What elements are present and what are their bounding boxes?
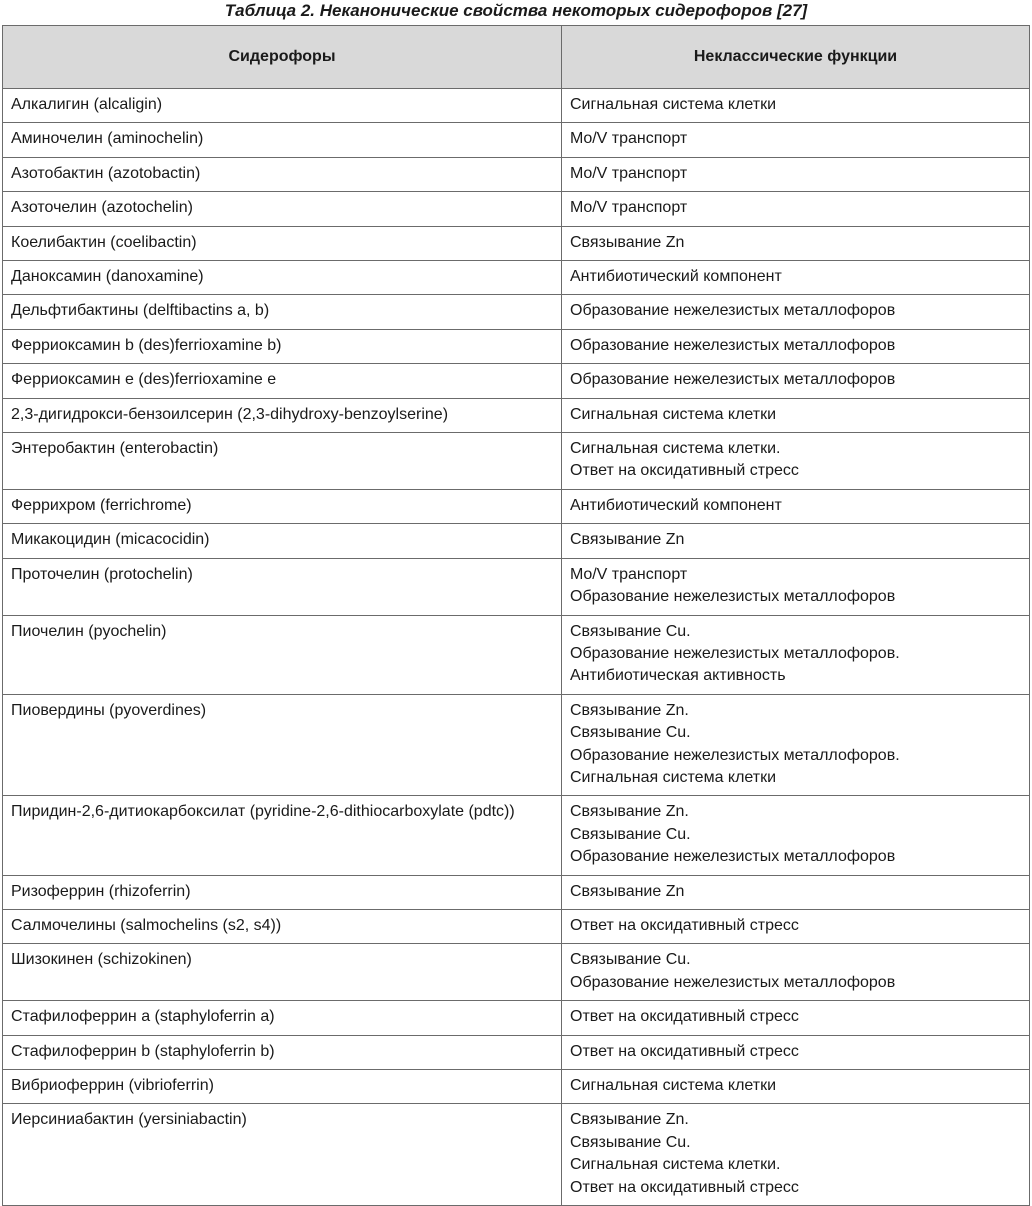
siderophore-name-cell: Пиочелин (pyochelin) — [3, 615, 562, 694]
table-row — [3, 694, 1030, 796]
function-line: Ответ на оксидативный стресс — [570, 462, 799, 480]
table-row — [3, 1104, 1030, 1206]
functions-cell — [562, 192, 1030, 226]
functions-cell — [562, 89, 1030, 123]
siderophore-table — [2, 25, 1030, 1206]
function-line: Ответ на оксидативный стресс — [570, 1042, 799, 1060]
siderophore-name-cell: Дельфтибактины (delftibactins a, b) — [3, 295, 562, 329]
table-row — [3, 558, 1030, 615]
column-header-functions: Неклассические функции — [562, 26, 1030, 89]
function-line: Mo/V транспорт — [570, 199, 688, 217]
function-line: Связывание Zn. — [570, 701, 689, 719]
functions-cell — [562, 944, 1030, 1001]
siderophore-name-cell: Проточелин (protochelin) — [3, 558, 562, 615]
functions-cell — [562, 1104, 1030, 1206]
table-row — [3, 226, 1030, 260]
function-line: Образование нежелезистых металлофоров — [570, 371, 896, 389]
table-row — [3, 261, 1030, 295]
table-row — [3, 89, 1030, 123]
functions-cell — [562, 398, 1030, 432]
siderophore-name-cell: Феррихром (ferrichrome) — [3, 489, 562, 523]
siderophore-name-cell: Энтеробактин (enterobactin) — [3, 433, 562, 490]
function-line: Образование нежелезистых металлофоров. — [570, 746, 900, 764]
siderophore-name-cell: Алкалигин (alcaligin) — [3, 89, 562, 123]
function-line: Связывание Zn — [570, 233, 685, 251]
function-line: Mo/V транспорт — [570, 164, 688, 182]
function-line: Образование нежелезистых металлофоров — [570, 848, 896, 866]
functions-cell — [562, 694, 1030, 796]
functions-cell — [562, 261, 1030, 295]
function-line: Mo/V транспорт — [570, 130, 688, 148]
siderophore-name-cell: Ризоферрин (rhizoferrin) — [3, 875, 562, 909]
function-line: Ответ на оксидативный стресс — [570, 916, 799, 934]
functions-cell — [562, 123, 1030, 157]
table-row — [3, 524, 1030, 558]
table-body — [3, 89, 1030, 1206]
functions-cell — [562, 295, 1030, 329]
table-row — [3, 615, 1030, 694]
function-line: Связывание Zn. — [570, 803, 689, 821]
functions-cell — [562, 226, 1030, 260]
function-line: Связывание Zn. — [570, 1111, 689, 1129]
function-line: Связывание Cu. — [570, 825, 691, 843]
table-row — [3, 489, 1030, 523]
functions-cell — [562, 558, 1030, 615]
table-row — [3, 192, 1030, 226]
table-row — [3, 944, 1030, 1001]
function-line: Антибиотический компонент — [570, 268, 782, 286]
siderophore-name-cell: Ферриоксамин b (des)ferrioxamine b) — [3, 329, 562, 363]
function-line: Образование нежелезистых металлофоров. — [570, 644, 900, 662]
function-line: Сигнальная система клетки — [570, 96, 777, 113]
siderophore-name-cell: Азоточелин (azotochelin) — [3, 192, 562, 226]
siderophore-name-cell: Вибриоферрин (vibrioferrin) — [3, 1070, 562, 1104]
functions-cell — [562, 1070, 1030, 1104]
table-row — [3, 123, 1030, 157]
function-line: Mo/V транспорт — [570, 565, 688, 583]
siderophore-name-cell: Азотобактин (azotobactin) — [3, 157, 562, 191]
siderophore-name-cell: Иерсиниабактин (yersiniabactin) — [3, 1104, 562, 1206]
table-row — [3, 909, 1030, 943]
column-header-siderophores: Сидерофоры — [3, 26, 562, 89]
siderophore-name-cell: Стафилоферрин b (staphyloferrin b) — [3, 1035, 562, 1069]
table-row — [3, 1070, 1030, 1104]
table-row — [3, 329, 1030, 363]
function-line: Сигнальная система клетки — [570, 768, 777, 786]
function-line: Связывание Zn — [570, 531, 685, 549]
table-row — [3, 398, 1030, 432]
function-line: Антибиотический компонент — [570, 496, 782, 514]
siderophore-name-cell: Ферриоксамин е (des)ferrioxamine e — [3, 364, 562, 398]
siderophore-name-cell: Стафилоферрин а (staphyloferrin a) — [3, 1001, 562, 1035]
table-row — [3, 433, 1030, 490]
siderophore-name-cell: Пиридин-2,6-дитиокарбоксилат (pyridine-2,6-dithiocarboxylate (pdtc)) — [3, 796, 562, 875]
siderophore-name-cell: Пиовердины (pyoverdines) — [3, 694, 562, 796]
function-line: Образование нежелезистых металлофоров — [570, 973, 896, 991]
function-line: Ответ на оксидативный стресс — [570, 1008, 799, 1026]
functions-cell — [562, 364, 1030, 398]
siderophore-name-cell: Шизокинен (schizokinen) — [3, 944, 562, 1001]
functions-cell — [562, 329, 1030, 363]
functions-cell — [562, 1001, 1030, 1035]
siderophore-name-cell: Салмочелины (salmochelins (s2, s4)) — [3, 909, 562, 943]
siderophore-name-cell: Коелибактин (coelibactin) — [3, 226, 562, 260]
table-row — [3, 364, 1030, 398]
function-line: Сигнальная система клетки — [570, 1077, 777, 1094]
function-line: Ответ на оксидативный стресс — [570, 1178, 799, 1196]
functions-cell — [562, 524, 1030, 558]
functions-cell — [562, 1035, 1030, 1069]
table-row — [3, 157, 1030, 191]
header-row — [3, 26, 1030, 89]
function-line: Образование нежелезистых металлофоров — [570, 588, 896, 606]
function-line: Антибиотическая активность — [570, 667, 786, 685]
functions-cell — [562, 796, 1030, 875]
table-caption: Таблица 2. Неканонические свойства некоторых сидерофоров [27] — [224, 1, 808, 20]
functions-cell — [562, 157, 1030, 191]
table-row — [3, 1001, 1030, 1035]
function-line: Связывание Cu. — [570, 622, 691, 640]
functions-cell — [562, 615, 1030, 694]
function-line: Связывание Cu. — [570, 1133, 691, 1151]
siderophore-name-cell: Даноксамин (danoxamine) — [3, 261, 562, 295]
table-row — [3, 1035, 1030, 1069]
table-row — [3, 875, 1030, 909]
functions-cell — [562, 433, 1030, 490]
siderophore-name-cell: 2,3-дигидрокси-бензоилсерин (2,3-dihydroxy-benzoylserine) — [3, 398, 562, 432]
functions-cell — [562, 875, 1030, 909]
function-line: Сигнальная система клетки. — [570, 1156, 781, 1174]
function-line: Образование нежелезистых металлофоров — [570, 336, 896, 354]
function-line: Образование нежелезистых металлофоров — [570, 302, 896, 320]
function-line: Связывание Cu. — [570, 951, 691, 969]
function-line: Сигнальная система клетки. — [570, 440, 781, 458]
table-row — [3, 295, 1030, 329]
function-line: Связывание Cu. — [570, 724, 691, 742]
siderophore-name-cell: Микакоцидин (micacocidin) — [3, 524, 562, 558]
functions-cell — [562, 489, 1030, 523]
function-line: Связывание Zn — [570, 882, 685, 900]
function-line: Сигнальная система клетки — [570, 405, 777, 423]
table-row — [3, 796, 1030, 875]
table-header — [3, 26, 1030, 89]
functions-cell — [562, 909, 1030, 943]
siderophore-name-cell: Аминочелин (aminochelin) — [3, 123, 562, 157]
